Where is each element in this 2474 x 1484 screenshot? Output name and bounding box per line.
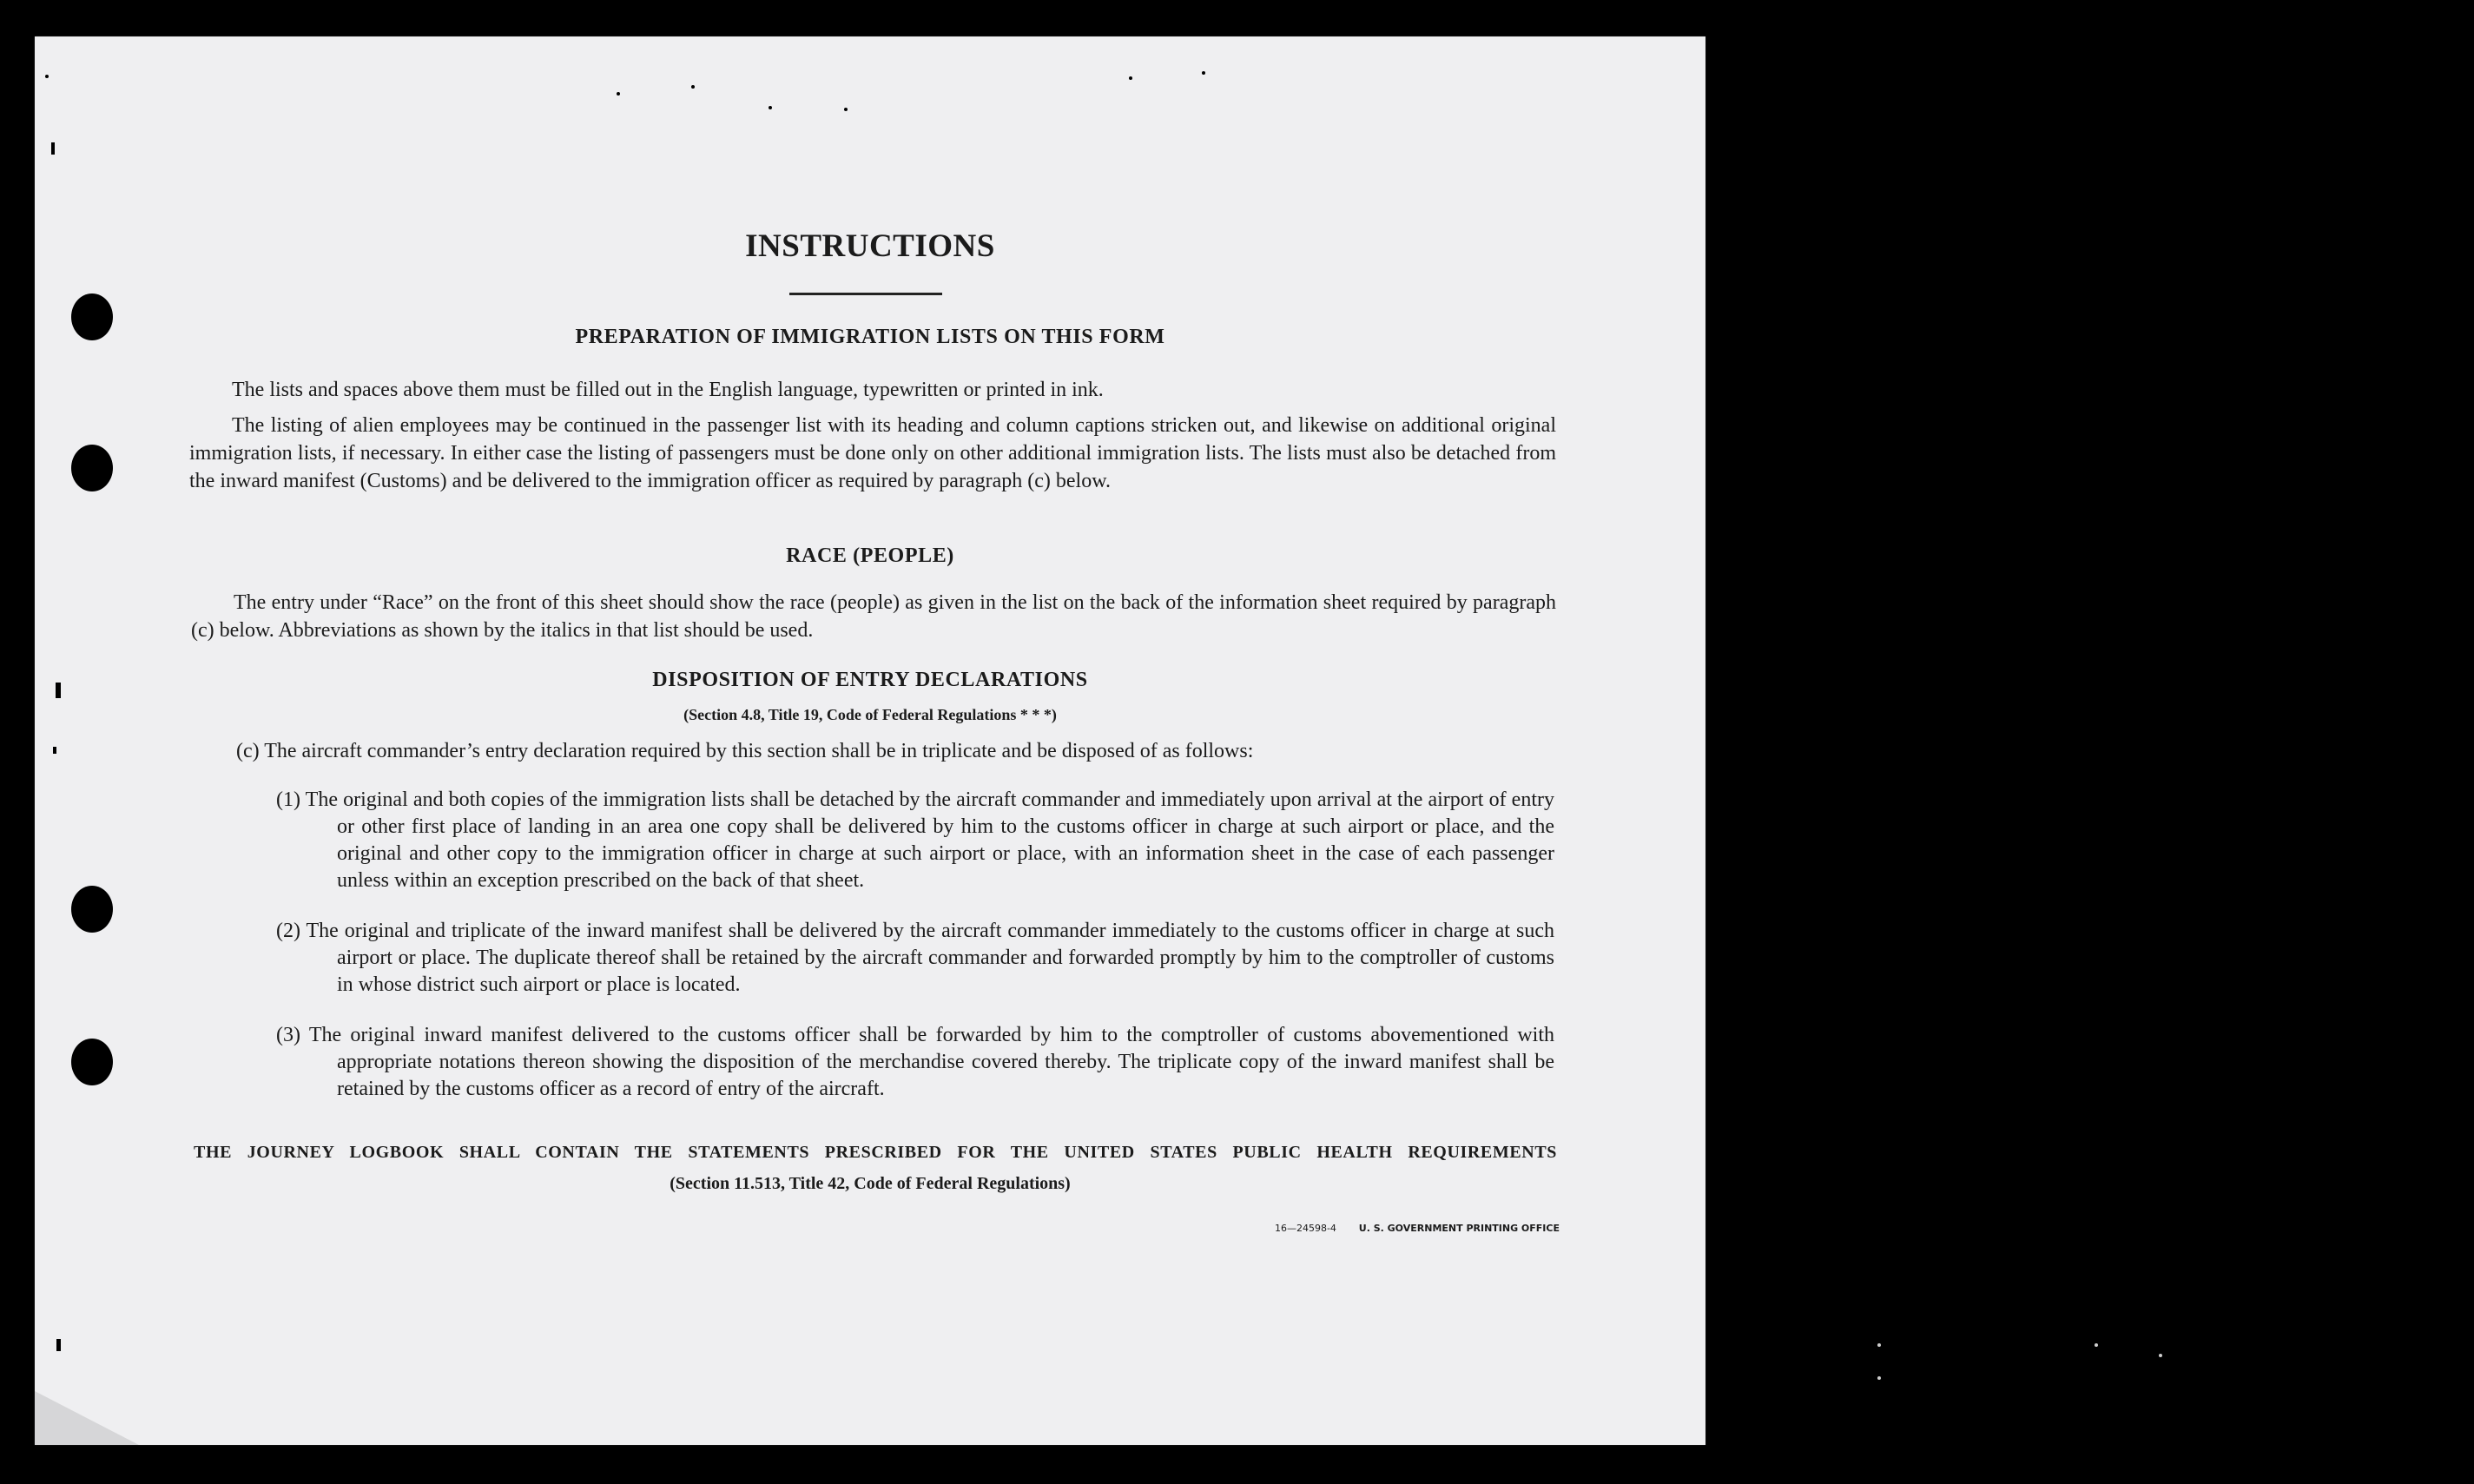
punch-hole <box>71 886 113 933</box>
speck <box>844 108 848 111</box>
speck <box>769 106 772 109</box>
section-heading-race: RACE (PEOPLE) <box>786 544 954 567</box>
printer-name: U. S. GOVERNMENT PRINTING OFFICE <box>1358 1223 1560 1234</box>
printer-imprint <box>1233 1223 1560 1234</box>
health-citation: (Section 11.513, Title 42, Code of Federal Regulations) <box>670 1174 1071 1193</box>
page-title: INSTRUCTIONS <box>745 228 995 264</box>
punch-hole <box>71 1039 113 1085</box>
speck <box>617 92 620 96</box>
speck <box>2095 1343 2098 1347</box>
margin-mark <box>53 747 56 754</box>
paragraph-race: The entry under “Race” on the front of this sheet should show the race (people) as given in the list on the back of the information sheet required by paragraph (c) below. Abbreviations as shown by the italics in that list should be used. <box>191 591 1556 642</box>
speck <box>2159 1354 2162 1357</box>
list-item: (3) The original inward manifest delivered to the customs officer shall be forwarded by him to the comptroller of customs abovementioned with appropriate notations thereon showing the disposition of the merchandise covered thereby. The triplicate copy of the inward manifest shall be retained by the customs officer as a record of entry of the aircraft. <box>276 1024 1554 1100</box>
margin-mark <box>56 1339 61 1351</box>
speck <box>1877 1343 1881 1347</box>
corner-fold <box>35 1391 139 1445</box>
speck <box>45 75 49 78</box>
paragraph-language: The lists and spaces above them must be filled out in the English language, typewritten or printed in ink. <box>232 379 1104 401</box>
margin-mark <box>51 142 55 155</box>
punch-hole <box>71 445 113 491</box>
speck <box>1202 71 1205 75</box>
speck <box>1877 1376 1881 1380</box>
speck <box>691 85 695 89</box>
list-item: (1) The original and both copies of the immigration lists shall be detached by the aircraft commander and immediately upon arrival at the airport of entry or other first place of landing in an area one copy shall be delivered by him to the customs officer in charge at such airport or place, and the original and other copy to the immigration officer in charge at such airport or place, with an information sheet in the case of each passenger unless within an exception prescribed on the back of that sheet. <box>276 788 1554 892</box>
paragraph-alien-employees: The listing of alien employees may be continued in the passenger list with its heading and column captions stricken out, and likewise on additional original immigration lists, if necessary. In either case the listing of passengers must be done only on other additional immigration lists. The lists must also be detached from the inward manifest (Customs) and be delivered to the immigration officer as required by paragraph (c) below. <box>189 414 1556 492</box>
speck <box>1129 76 1132 80</box>
title-underline <box>789 293 942 295</box>
section-heading-disposition: DISPOSITION OF ENTRY DECLARATIONS <box>652 669 1088 691</box>
form-code: 16—24598-4 <box>1274 1223 1336 1234</box>
section-heading-immigration-lists: PREPARATION OF IMMIGRATION LISTS ON THIS FORM <box>575 326 1165 348</box>
list-item: (2) The original and triplicate of the inward manifest shall be delivered by the aircraft commander immediately to the customs officer in charge at such airport or place. The duplicate thereof shall be retained by the aircraft commander and forwarded promptly by him to the comptroller of customs in whose district such airport or place is located. <box>276 920 1554 996</box>
paragraph-entry-declaration: (c) The aircraft commander’s entry declaration required by this section shall be in triplicate and be disposed of as follows: <box>236 740 1254 762</box>
health-statement: THE JOURNEY LOGBOOK SHALL CONTAIN THE STATEMENTS PRESCRIBED FOR THE UNITED STATES PUBLIC HEALTH REQUIREMENTS <box>194 1143 1557 1162</box>
section-citation-disposition: (Section 4.8, Title 19, Code of Federal Regulations * * *) <box>683 706 1057 723</box>
